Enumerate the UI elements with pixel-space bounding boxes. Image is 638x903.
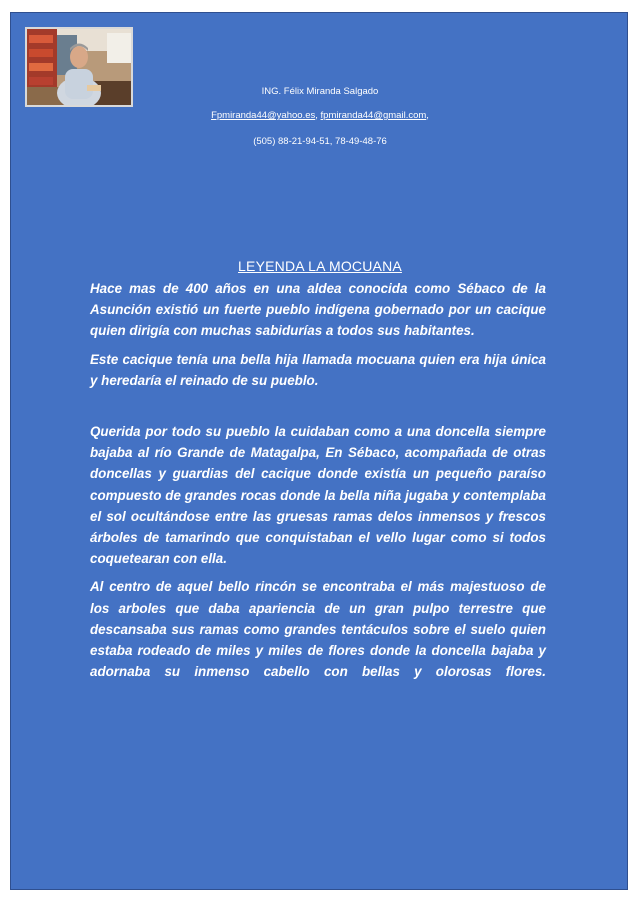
email-link-yahoo[interactable]: Fpmiranda44@yahoo.es — [211, 110, 316, 121]
paragraph-2: Este cacique tenía una bella hija llamada mocuana quien era hija única y heredaría el reinado de su pueblo. — [90, 351, 546, 388]
author-emails — [90, 110, 550, 121]
email-link-gmail[interactable]: fpmiranda44@gmail.com — [320, 110, 427, 121]
author-name: ING. Félix Miranda Salgado — [261, 86, 379, 97]
email-separator: , — [315, 110, 321, 121]
paragraph-1: Hace mas de 400 años en una aldea conocida como Sébaco de la Asunción existió un fuerte pueblo indígena gobernado por un cacique quien dirigía con muchas sabidurías a todos sus habitantes. — [90, 281, 546, 339]
document-title: LEYENDA LA MOCUANA — [238, 258, 402, 274]
author-phones: (505) 88-21-94-51, 78-49-48-76 — [253, 136, 387, 147]
paragraph-3: Querida por todo su pueblo la cuidaban como a una doncella siempre bajaba al río Grande de Matagalpa, En Sébaco, acompañada de otras doncellas y guardias del cacique donde existía un pequeño paraíso compuesto de grandes rocas donde la bella niña jugaba y contemplaba el sol ocultándose entre las gruesas ramas delos inmensos y frescos árboles de tamarindo que conquistaban el vello lugar como si todos coquetearan con ella. — [90, 424, 546, 567]
email-trailing-comma: , — [426, 110, 429, 121]
paragraph-4: Al centro de aquel bello rincón se encontraba el más majestuoso de los arboles que daba apariencia de un gran pulpo terrestre que descansaba sus ramas como grandes tentáculos sobre el suelo quien estaba rodeado de miles y miles de flores donde la doncella bajaba y adornaba su inmenso cabello con bellas y olorosas flores. — [90, 579, 546, 680]
document-body — [90, 278, 546, 682]
